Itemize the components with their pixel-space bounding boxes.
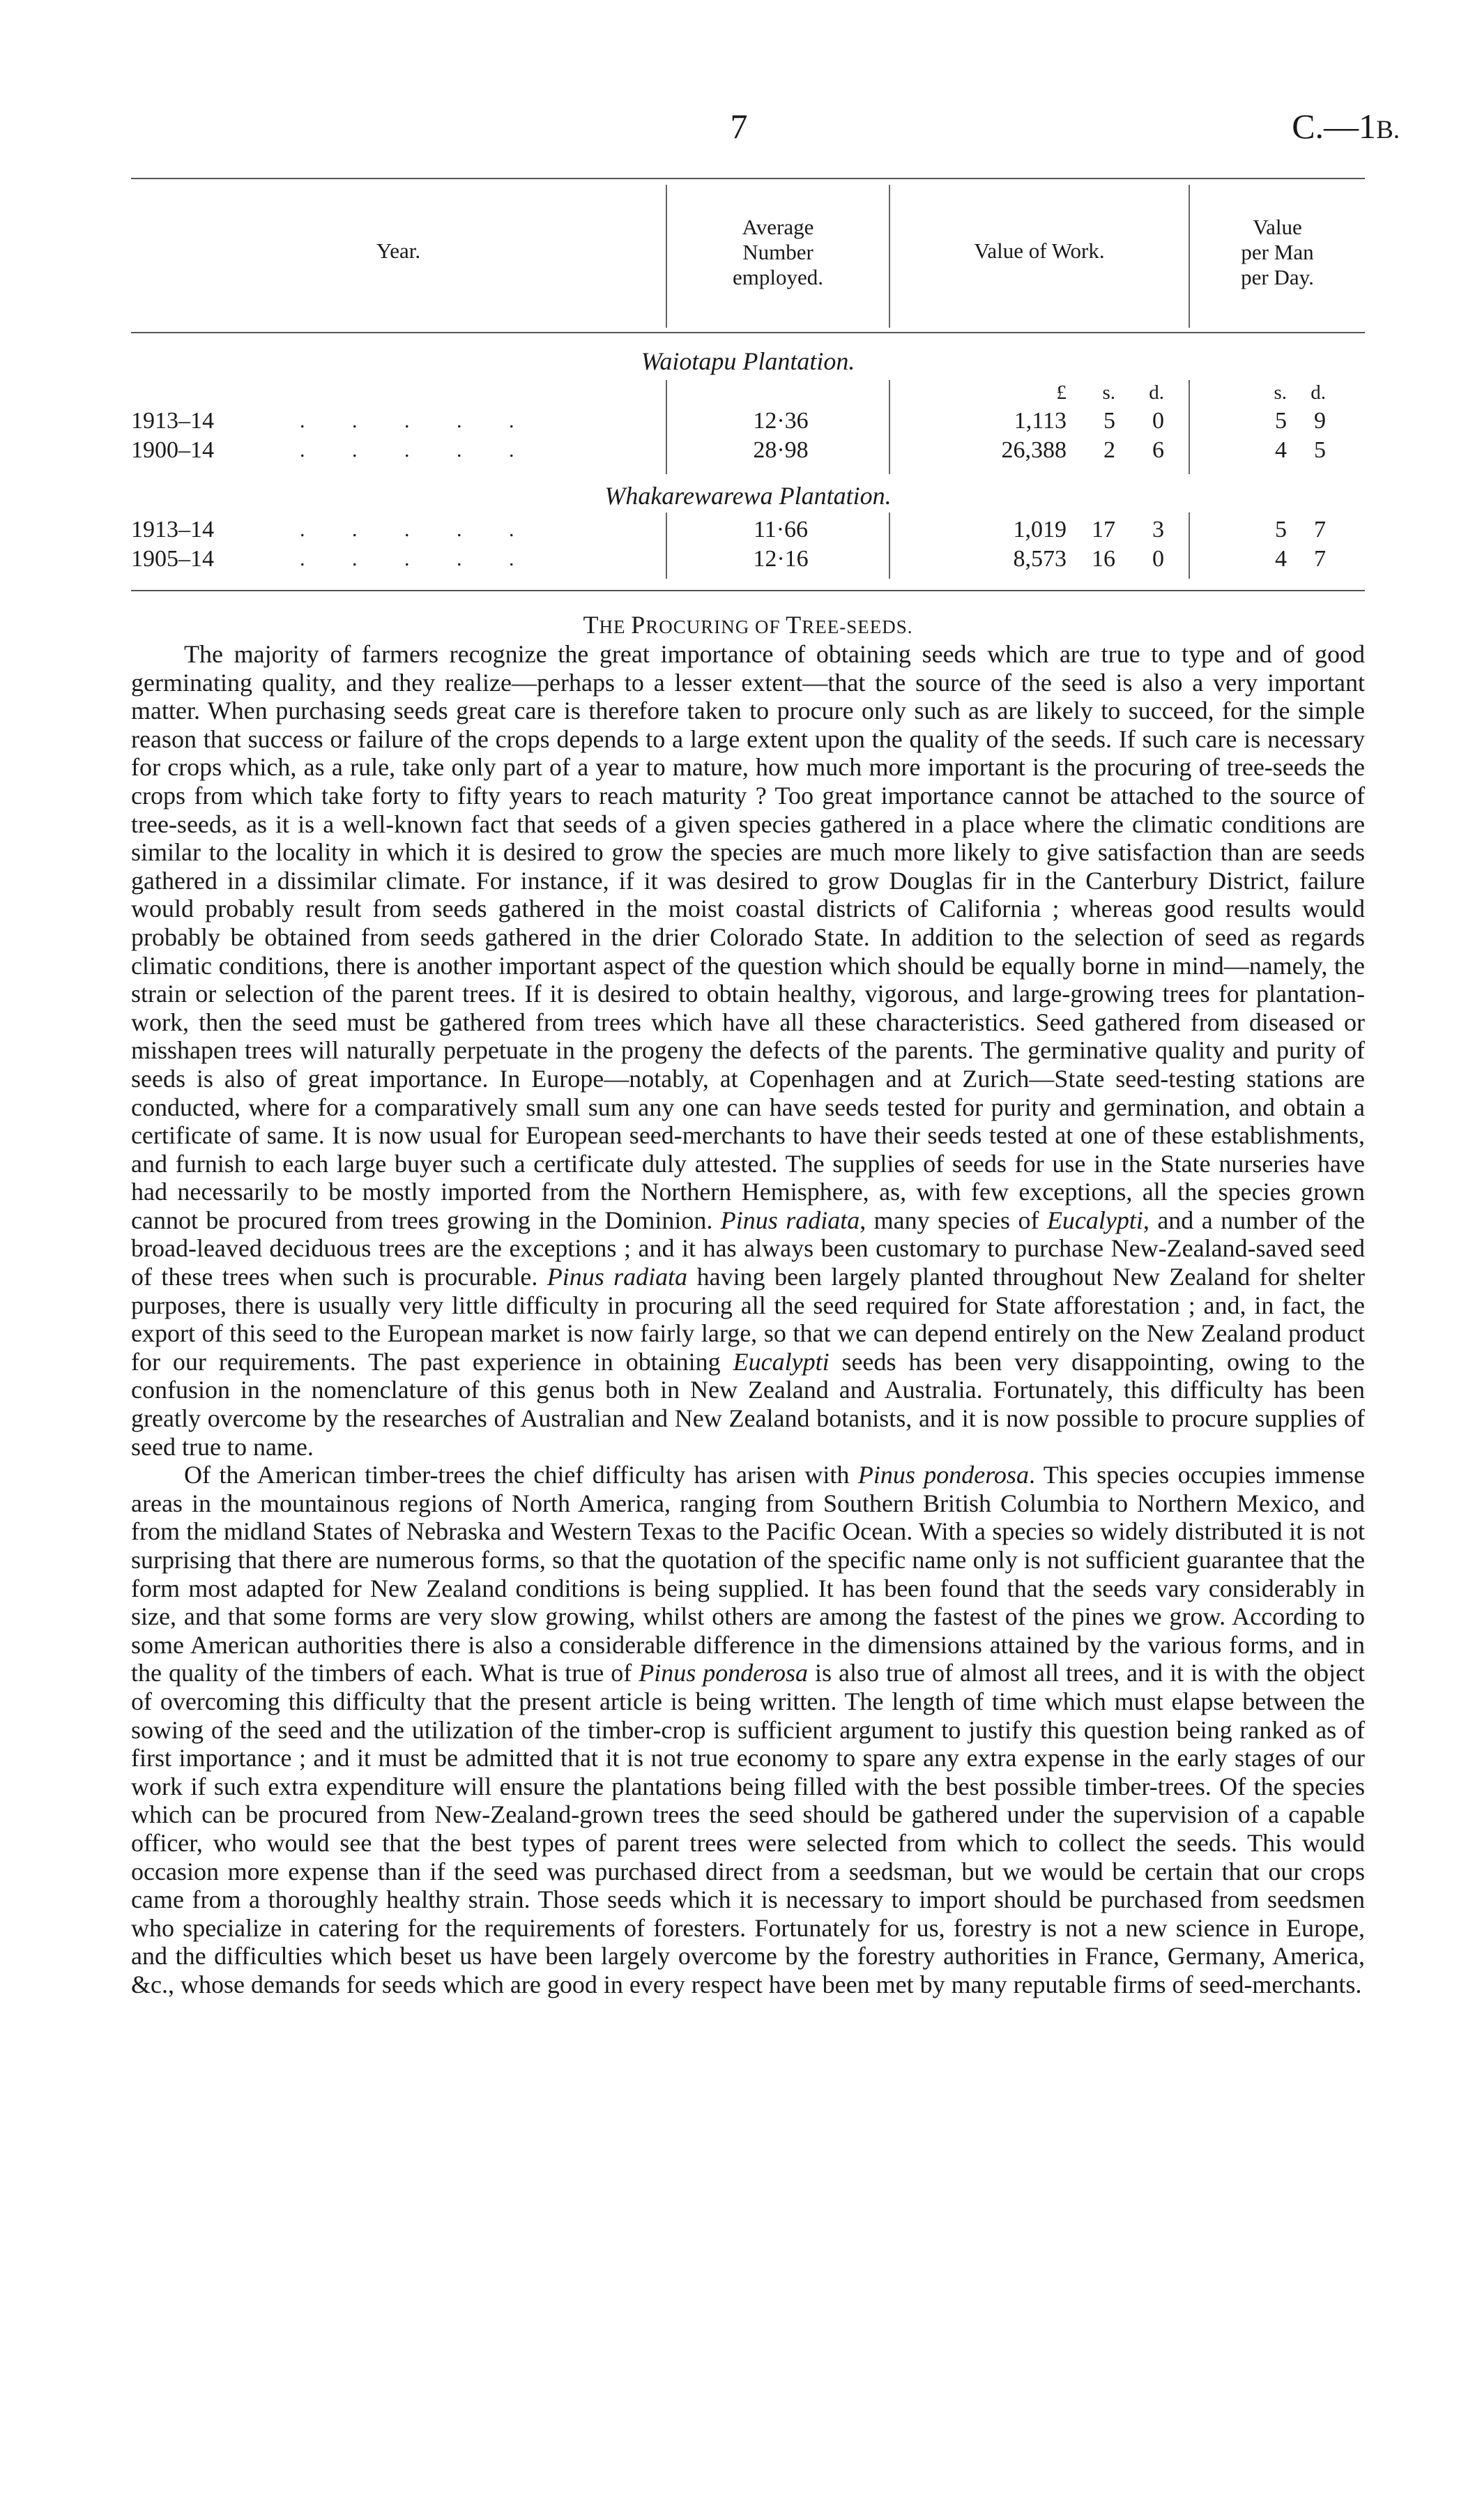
paragraph-2 [131,1461,1365,1998]
vpm-header-line-2: per Man [1241,240,1314,264]
row-value [899,545,1192,573]
section-title-whakarewarewa: Whakarewarewa Plantation. [604,482,892,510]
avg-header-line-1: Average [742,215,814,239]
body-divider-1b [666,513,667,579]
body-divider-2b [889,513,890,579]
per-day-shillings: 4 [1275,437,1287,463]
value-pounds: 1,113 [1014,408,1067,434]
title-he: HE [599,616,632,637]
per-day-pence: 9 [1314,408,1326,434]
per-day-pence: 7 [1314,517,1326,542]
value-pence: 0 [1152,546,1164,572]
row-average: 12·16 [753,546,809,572]
row-value [899,516,1192,544]
value-pounds: 1,019 [1013,517,1067,542]
row-per-day [1192,437,1365,464]
page-number: 7 [730,107,748,146]
row-year: 1905–14 [131,546,214,572]
species-pinus-radiata: Pinus radiata [720,1206,860,1234]
per-day-pence: 5 [1314,437,1326,463]
avg-header-line-2: Number [742,240,813,264]
row-value [899,437,1192,464]
leader-dots: . . . . . [300,439,535,462]
p1-text-b: , many species of [860,1206,1047,1234]
value-pence: 3 [1152,517,1164,542]
leader-dots: . . . . . [300,409,535,432]
value-pounds: 8,573 [1013,546,1067,572]
title-rocuring: ROCURING OF [645,616,786,637]
genus-eucalypti: Eucalypti [1046,1206,1143,1234]
section-title-waiotapu: Waiotapu Plantation. [641,347,855,375]
p1-text-c: , and a number of the broad-leaved deciduous trees are the exceptions ; and it has always been customary to purchase New-Zealand-saved seed of these trees when such is procurable. [131,1206,1365,1291]
title-cap-p: P [631,611,646,639]
value-pounds: 26,388 [1001,437,1067,463]
row-per-day [1192,407,1365,435]
title-ree-seeds: REE-SEEDS. [802,616,913,637]
paragraph-1 [131,640,1365,1461]
vpm-header-line-1: Value [1253,215,1302,239]
column-header-year: Year. [376,238,421,263]
article-title [131,610,1365,639]
leader-dots: . . . . . [300,547,535,570]
table-header-rule [131,332,1365,333]
unit-shilling: s. [1102,381,1115,404]
row-average: 11·66 [753,517,809,542]
unit-pound: £ [1056,381,1067,404]
units-per-day [1192,379,1365,407]
row-per-day [1192,516,1365,544]
article-body [131,640,1365,1999]
value-pence: 0 [1152,408,1164,434]
row-per-day [1192,545,1365,573]
p2-text-c: is also true of almost all trees, and it is with the object of overcoming this difficulty that the present article is being written. The length of time which must elapse between the sowing of the seed and the utilization of the timber-crop is sufficient argument to justify this question being ranked as of first importance ; and it must be admitted that it is not true economy to spare any extra expense in the early stages of our work if such extra expenditure will ensure the plantations being filled with the best possible timber-trees. Of the species which can be procured from New-Zealand-grown trees the seed should be gathered under the supervision of a capable officer, who would see that the best types of parent trees were selected from which to collect the seeds. This would occasion more expense than if the seed was purchased direct from a seedsman, but we would be certain that our crops came from a thoroughly healthy strain. Those seeds which it is necessary to import should be purchased from seedsmen who specialize in catering for the requirements of foresters. Fortunately for us, forestry is not a new science in Europe, and the difficulties which beset us have been largely overcome by the forestry authorities in France, Germany, America, &c., whose demands for seeds which are good in every respect have been met by many reputable firms of seed-merchants. [131,1659,1365,1998]
value-shillings: 5 [1103,408,1115,434]
value-pence: 6 [1152,437,1164,463]
body-divider-2a [889,380,890,474]
vpm-header-line-3: per Day. [1241,265,1314,289]
row-year: 1913–14 [131,408,214,434]
leader-dots: . . . . . [300,518,535,541]
value-shillings: 2 [1103,437,1115,463]
species-pinus-ponderosa: Pinus ponderosa [857,1461,1029,1489]
doc-ref-prefix: C.—1 [1292,107,1377,146]
p2-text-b: . This species occupies immense areas in the mountainous regions of North America, ranging from Southern British Columbia to Northern Mexico, and from the midland States of Nebraska and Western Texas to the Pacific Ocean. With a species so widely distributed it is not surprising that there are numerous forms, so that the quotation of the specific name only is not sufficient guarantee that the form most adapted for New Zealand conditions is being supplied. It has been found that the seeds vary considerably in size, and that some forms are very slow growing, whilst others are among the fastest of the pines we grow. According to some American authorities there is also a considerable difference in the dimensions attained by the various forms, and in the quality of the timbers of each. What is true of [131,1461,1365,1687]
column-header-value: Value of Work. [974,238,1105,263]
genus-eucalypti-2: Eucalypti [733,1347,830,1376]
unit-pence-per-day: d. [1311,381,1326,404]
species-pinus-ponderosa-2: Pinus ponderosa [639,1659,808,1687]
avg-header-line-3: employed. [733,265,823,289]
per-day-pence: 7 [1314,546,1326,572]
title-cap-t: T [583,611,599,639]
row-average: 28·98 [753,437,809,463]
document-reference [1292,106,1400,146]
per-day-shillings: 4 [1275,546,1287,572]
units-lsd [899,379,1192,407]
row-average: 12·36 [753,408,809,434]
species-pinus-radiata-2: Pinus radiata [547,1263,688,1291]
per-day-shillings: 5 [1275,408,1287,434]
column-header-average [667,215,889,290]
p1-text-e: seeds has been very disappointing, owing to the confusion in the nomenclature of this genus both in New Zealand and Australia. Fortunately, this difficulty has been greatly overcome by the researches of Australian and New Zealand botanists, and it is now possible to procure supplies of seed true to name. [131,1347,1365,1461]
unit-pence: d. [1149,381,1164,404]
value-shillings: 16 [1092,546,1115,572]
body-divider-1a [666,380,667,474]
unit-shilling-per-day: s. [1274,381,1287,404]
column-header-value-per-man [1190,215,1365,290]
table-top-rule [131,178,1365,179]
p2-text-a: Of the American timber-trees the chief difficulty has arisen with [184,1461,858,1489]
table-bottom-rule [131,590,1365,591]
row-year: 1913–14 [131,517,214,542]
doc-ref-suffix: B. [1376,116,1400,144]
title-cap-t2: T [786,611,802,639]
p1-text-a: The majority of farmers recognize the great importance of obtaining seeds which are true to type and of good germinating quality, and they realize—perhaps to a lesser extent—that the source of the seed is also a very important matter. When purchasing seeds great care is therefore taken to procure only such as are likely to succeed, for the simple reason that success or failure of the crops depends to a large extent upon the quality of the seeds. If such care is necessary for crops which, as a rule, take only part of a year to mature, how much more important is the procuring of tree-seeds the crops from which take forty to fifty years to reach maturity ? Too great importance cannot be attached to the source of tree-seeds, as it is a well-known fact that seeds of a given species gathered in a place where the climatic conditions are similar to the locality in which it is desired to grow the species are much more likely to give satisfaction than are seeds gathered in a dissimilar climate. For instance, if it was desired to grow Douglas fir in the Canterbury District, failure would probably result from seeds gathered in the moist coastal districts of California ; whereas good results would probably be obtained from seeds gathered in the drier Colorado State. In addition to the selection of seed as regards climatic conditions, there is another important aspect of the question which should be equally borne in mind—namely, the strain or selection of the parent trees. If it is desired to obtain healthy, vigorous, and large-growing trees for plantation-work, then the seed must be gathered from trees which have all these characteristics. Seed gathered from diseased or misshapen trees will naturally perpetuate in the progeny the defects of the parents. The germinative quality and purity of seeds is also of great importance. In Europe—notably, at Copenhagen and at Zurich—State seed-testing stations are conducted, where for a comparatively small sum any one can have seeds tested for purity and germination, and obtain a certificate of same. It is now usual for European seed-merchants to have their seeds tested at one of these establishments, and furnish to each large buyer such a certificate duly attested. The supplies of seeds for use in the State nurseries have had necessarily to be mostly imported from the Northern Hemisphere, as, with few exceptions, all the species grown cannot be procured from trees growing in the Dominion. [131,640,1365,1234]
value-shillings: 17 [1092,517,1115,542]
p1-text-d: having been largely planted throughout New Zealand for shelter purposes, there is usually very little difficulty in procuring all the seed required for State afforestation ; and, in fact, the export of this seed to the European market is now fairly large, so that we can depend entirely on the New Zealand product for our requirements. The past experience in obtaining [131,1263,1365,1376]
row-year: 1900–14 [131,437,214,463]
row-value [899,407,1192,435]
per-day-shillings: 5 [1275,517,1287,542]
